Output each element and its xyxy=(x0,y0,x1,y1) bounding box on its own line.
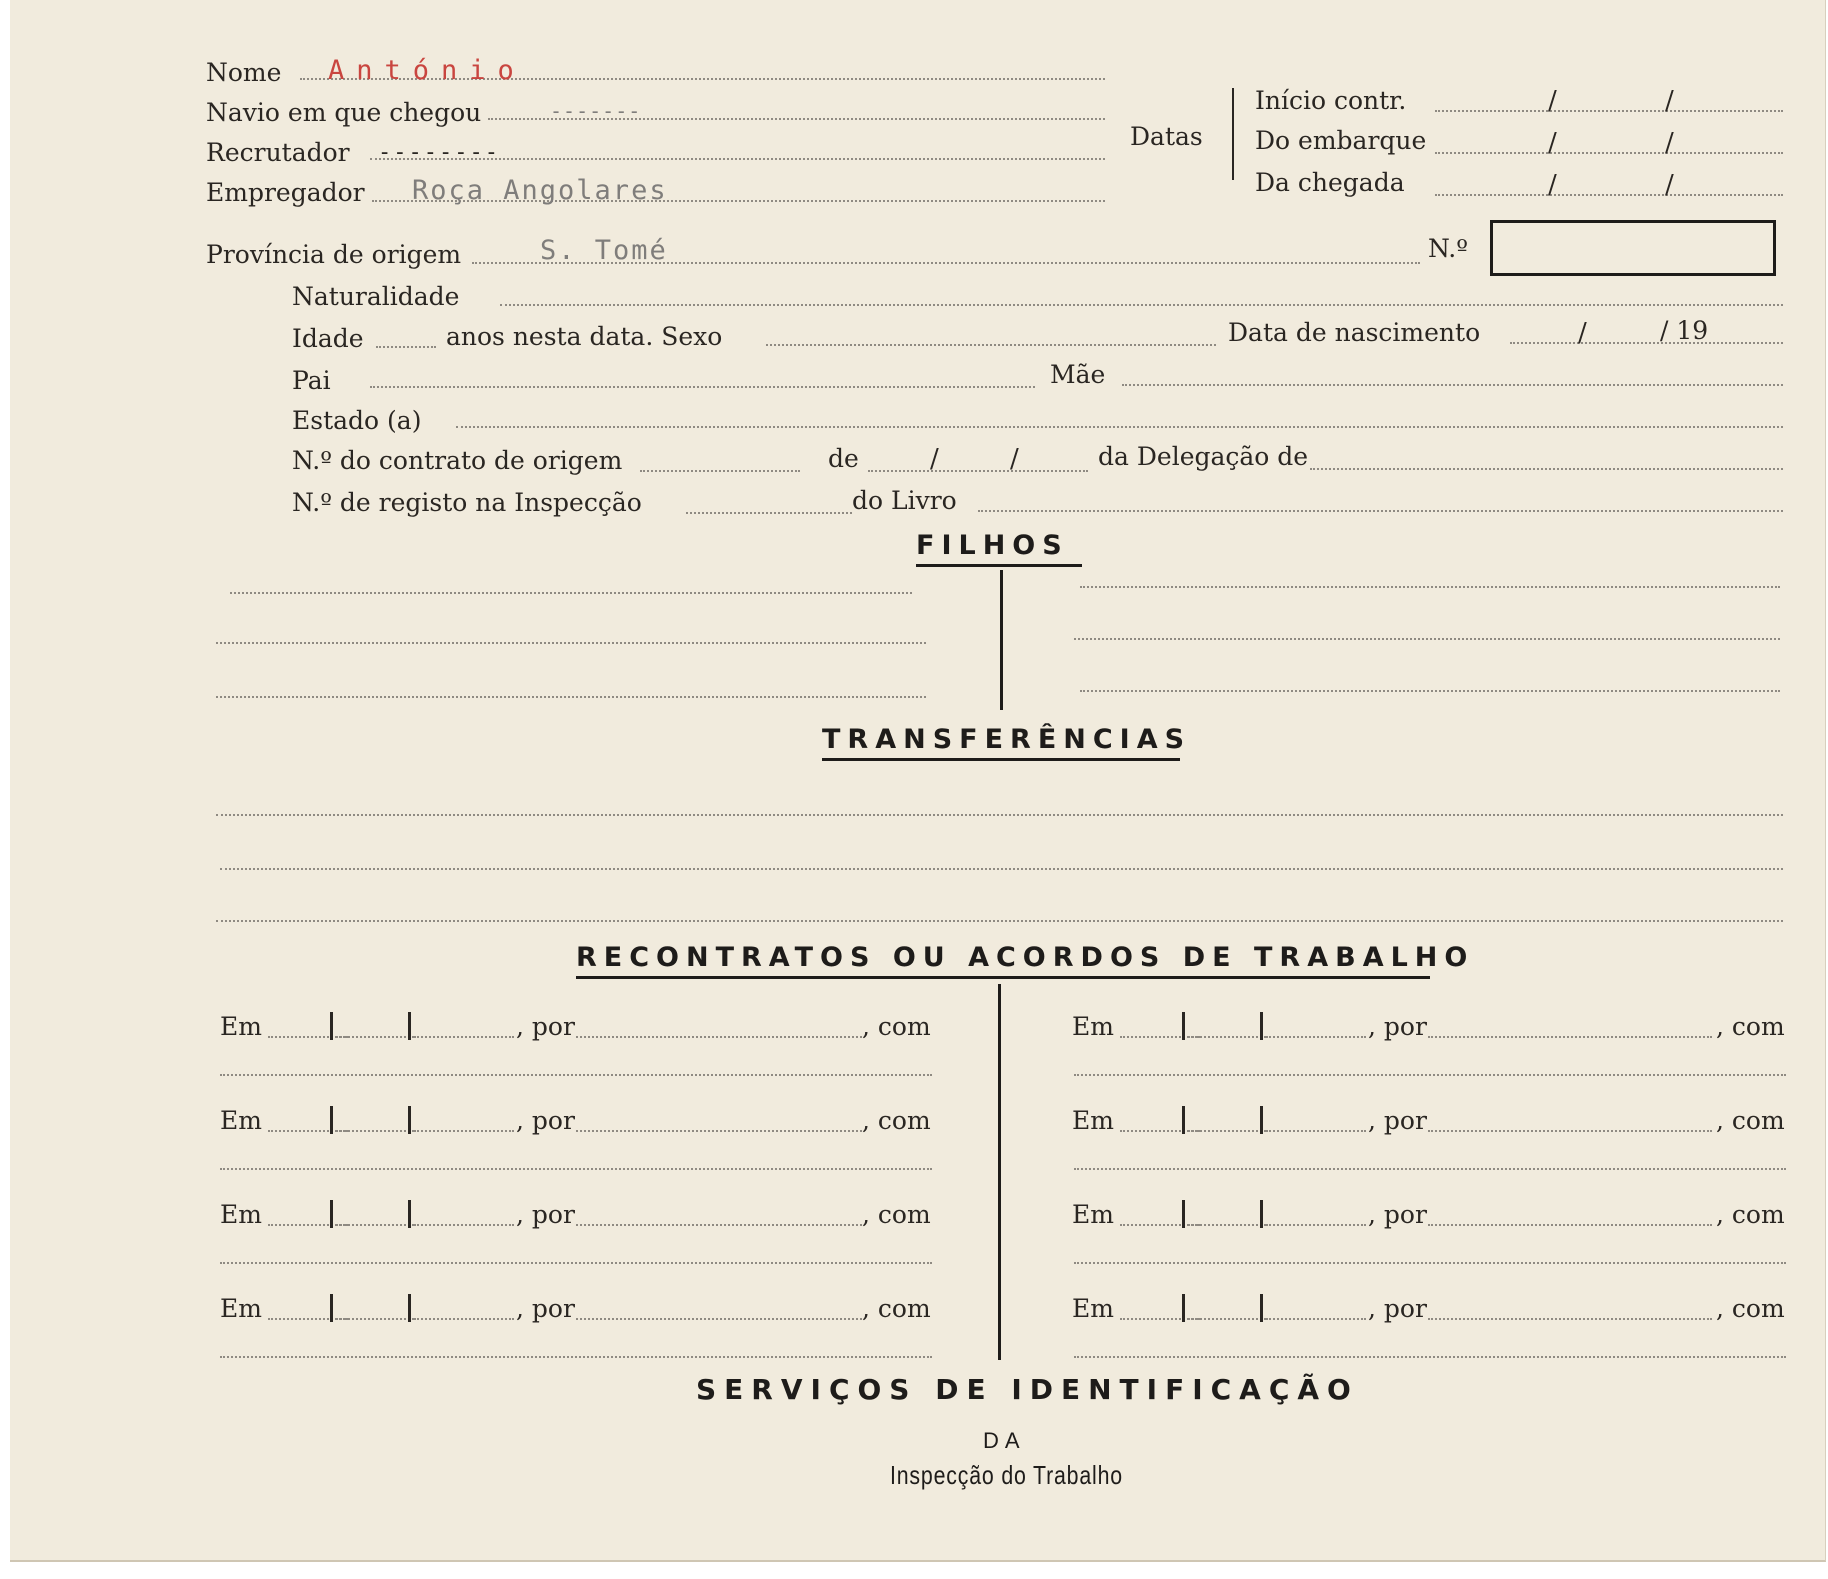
recontrato-com-label: , com xyxy=(1716,1200,1785,1229)
provincia-value: S. Tomé xyxy=(540,235,668,266)
idade-line xyxy=(376,346,436,348)
recontrato-date-line xyxy=(414,1224,514,1226)
estado-label: Estado (a) xyxy=(292,406,422,435)
contrato-label: N.º do contrato de origem xyxy=(292,446,623,475)
transferencias-heading: TRANSFERÊNCIAS xyxy=(822,724,1192,755)
filhos-line xyxy=(216,696,926,698)
footer-da: DA xyxy=(983,1428,1026,1453)
recontrato-date-line xyxy=(414,1130,514,1132)
transferencias-line xyxy=(216,814,1783,816)
recontrato-por-label: , por xyxy=(516,1106,575,1135)
registo-line xyxy=(686,512,852,514)
recrutador-label: Recrutador xyxy=(206,138,350,167)
provincia-label: Província de origem xyxy=(206,240,462,269)
recontrato-detail-line xyxy=(1074,1168,1786,1170)
recontrato-date-line xyxy=(1266,1130,1366,1132)
recontrato-por-label: , por xyxy=(516,1294,575,1323)
recontrato-em-label: Em xyxy=(1072,1012,1114,1041)
naturalidade-label: Naturalidade xyxy=(292,282,460,311)
anos-sexo-label: anos nesta data. Sexo xyxy=(446,322,723,351)
naturalidade-line xyxy=(500,304,1783,306)
recontrato-em-label: Em xyxy=(220,1200,262,1229)
de-label: de xyxy=(828,444,859,473)
nascimento-label: Data de nascimento xyxy=(1228,318,1481,347)
filhos-line xyxy=(1080,690,1780,692)
recontrato-em-label: Em xyxy=(220,1106,262,1135)
recontrato-date-separator xyxy=(330,1106,333,1134)
recontrato-por-line xyxy=(1428,1036,1712,1038)
recontrato-por-line xyxy=(576,1036,862,1038)
recontrato-detail-line xyxy=(220,1168,932,1170)
numero-box xyxy=(1490,220,1776,276)
recontrato-por-line xyxy=(576,1224,862,1226)
filhos-divider xyxy=(1000,570,1003,710)
recontrato-detail-line xyxy=(220,1356,932,1358)
transferencias-line xyxy=(216,920,1783,922)
filhos-line xyxy=(230,592,912,594)
filhos-line xyxy=(1074,638,1780,640)
recontrato-date-line xyxy=(1188,1224,1266,1226)
recontrato-date-line xyxy=(414,1318,514,1320)
recontrato-date-line xyxy=(1266,1318,1366,1320)
delegacao-line xyxy=(1310,468,1783,470)
recontrato-com-label: , com xyxy=(862,1294,931,1323)
mae-line xyxy=(1122,384,1783,386)
recontrato-date-line xyxy=(1188,1318,1266,1320)
recontrato-por-label: , por xyxy=(516,1012,575,1041)
recontrato-por-label: , por xyxy=(1368,1294,1427,1323)
chegada-line xyxy=(1435,194,1783,196)
recontrato-detail-line xyxy=(1074,1074,1786,1076)
navio-label: Navio em que chegou xyxy=(206,98,482,127)
recontrato-date-separator xyxy=(1182,1200,1185,1228)
nome-label: Nome xyxy=(206,58,282,87)
recontrato-date-separator xyxy=(330,1200,333,1228)
empregador-label: Empregador xyxy=(206,178,365,207)
recontrato-por-label: , por xyxy=(1368,1106,1427,1135)
recontrato-com-label: , com xyxy=(1716,1294,1785,1323)
recontrato-por-line xyxy=(1428,1130,1712,1132)
recontrato-date-separator xyxy=(1260,1294,1263,1322)
recontrato-date-separator xyxy=(408,1294,411,1322)
datas-brace xyxy=(1232,88,1234,180)
navio-value: ------- xyxy=(550,99,642,123)
recontrato-date-separator xyxy=(1182,1294,1185,1322)
recontrato-detail-line xyxy=(1074,1356,1786,1358)
recontrato-date-separator xyxy=(408,1106,411,1134)
numero-label: N.º xyxy=(1428,234,1468,263)
recontrato-por-label: , por xyxy=(516,1200,575,1229)
nascimento-line xyxy=(1510,342,1783,344)
idade-label: Idade xyxy=(292,324,364,353)
recontrato-em-label: Em xyxy=(1072,1106,1114,1135)
recontrato-date-line xyxy=(336,1036,414,1038)
recontrato-date-line xyxy=(1266,1224,1366,1226)
mae-label: Mãe xyxy=(1050,360,1106,389)
sexo-line xyxy=(766,344,1216,346)
filhos-line xyxy=(1080,586,1780,588)
empregador-value: Roça Angolares xyxy=(412,175,668,206)
footer-org: Inspecção do Trabalho xyxy=(890,1460,1123,1490)
recontrato-com-label: , com xyxy=(1716,1012,1785,1041)
recontrato-date-separator xyxy=(1182,1012,1185,1040)
footer-title: SERVIÇOS DE IDENTIFICAÇÃO xyxy=(696,1373,1359,1406)
recontratos-underline xyxy=(576,976,1430,979)
identification-card: Nome António Navio em que chegou ------- Recrutador -------- Empregador Roça Angolares Datas Início contr. / / Do embarque / / Da chegada / / Província de origem S. Tomé N.º Naturalidade Idade anos nesta data. Sexo Data de nascimento / / 19 Pai Mãe Estado (a) N.º do contrato de origem de / / da Delegação de N.º de registo na Inspecção do Livro FILHOS TRANSFERÊNCIAS RECONTRATOS OU ACORDOS DE TRABALHO Em , por , com Em , por , com Em , por , com Em , por , com Em , por , com Em , por , com Em , por , com Em , por , com SERVIÇOS DE IDENTIFICAÇÃO DA Inspecção do Trabalho xyxy=(10,0,1826,1562)
nascimento-year-prefix: / 19 xyxy=(1660,316,1709,345)
recontrato-date-separator xyxy=(330,1012,333,1040)
filhos-line xyxy=(216,642,926,644)
recontrato-com-label: , com xyxy=(1716,1106,1785,1135)
recontrato-em-label: Em xyxy=(1072,1200,1114,1229)
inicio-contr-label: Início contr. xyxy=(1255,86,1407,115)
embarque-label: Do embarque xyxy=(1255,126,1427,155)
recontrato-date-line xyxy=(336,1130,414,1132)
recontrato-por-label: , por xyxy=(1368,1012,1427,1041)
recontrato-date-line xyxy=(336,1224,414,1226)
pai-label: Pai xyxy=(292,366,331,395)
contrato-line xyxy=(640,470,800,472)
recontrato-por-line xyxy=(576,1130,862,1132)
recontrato-por-line xyxy=(576,1318,862,1320)
recontrato-em-label: Em xyxy=(220,1294,262,1323)
inicio-contr-line xyxy=(1435,110,1783,112)
recontrato-date-separator xyxy=(1260,1106,1263,1134)
recontrato-com-label: , com xyxy=(862,1200,931,1229)
filhos-heading: FILHOS xyxy=(916,530,1069,561)
chegada-label: Da chegada xyxy=(1255,168,1405,197)
recontrato-em-label: Em xyxy=(1072,1294,1114,1323)
recontrato-date-line xyxy=(414,1036,514,1038)
recontrato-detail-line xyxy=(220,1074,932,1076)
datas-label: Datas xyxy=(1130,122,1203,151)
recontrato-date-separator xyxy=(1260,1200,1263,1228)
recontrato-detail-line xyxy=(1074,1262,1786,1264)
embarque-line xyxy=(1435,152,1783,154)
recontrato-por-label: , por xyxy=(1368,1200,1427,1229)
recontrato-date-line xyxy=(1188,1036,1266,1038)
registo-label: N.º de registo na Inspecção xyxy=(292,488,642,517)
recontrato-date-separator xyxy=(408,1200,411,1228)
recontrato-por-line xyxy=(1428,1224,1712,1226)
recontrato-date-line xyxy=(1188,1130,1266,1132)
recrutador-value: -------- xyxy=(378,140,500,165)
recontrato-detail-line xyxy=(220,1262,932,1264)
transferencias-underline xyxy=(822,758,1180,761)
transferencias-line xyxy=(220,868,1783,870)
recontrato-date-separator xyxy=(1260,1012,1263,1040)
recontrato-date-separator xyxy=(1182,1106,1185,1134)
recontratos-divider xyxy=(998,984,1001,1360)
recontrato-por-line xyxy=(1428,1318,1712,1320)
recontrato-com-label: , com xyxy=(862,1106,931,1135)
recontrato-date-line xyxy=(336,1318,414,1320)
recontrato-com-label: , com xyxy=(862,1012,931,1041)
delegacao-label: da Delegação de xyxy=(1098,442,1309,471)
nome-value: António xyxy=(328,55,526,86)
recontrato-date-line xyxy=(1266,1036,1366,1038)
pai-line xyxy=(370,386,1035,388)
livro-line xyxy=(978,510,1783,512)
estado-line xyxy=(456,426,1783,428)
recontrato-date-separator xyxy=(330,1294,333,1322)
recontrato-em-label: Em xyxy=(220,1012,262,1041)
de-date-line xyxy=(868,470,1088,472)
livro-label: do Livro xyxy=(852,486,957,515)
filhos-underline xyxy=(916,564,1082,567)
recontratos-heading: RECONTRATOS OU ACORDOS DE TRABALHO xyxy=(576,942,1475,973)
recontrato-date-separator xyxy=(408,1012,411,1040)
